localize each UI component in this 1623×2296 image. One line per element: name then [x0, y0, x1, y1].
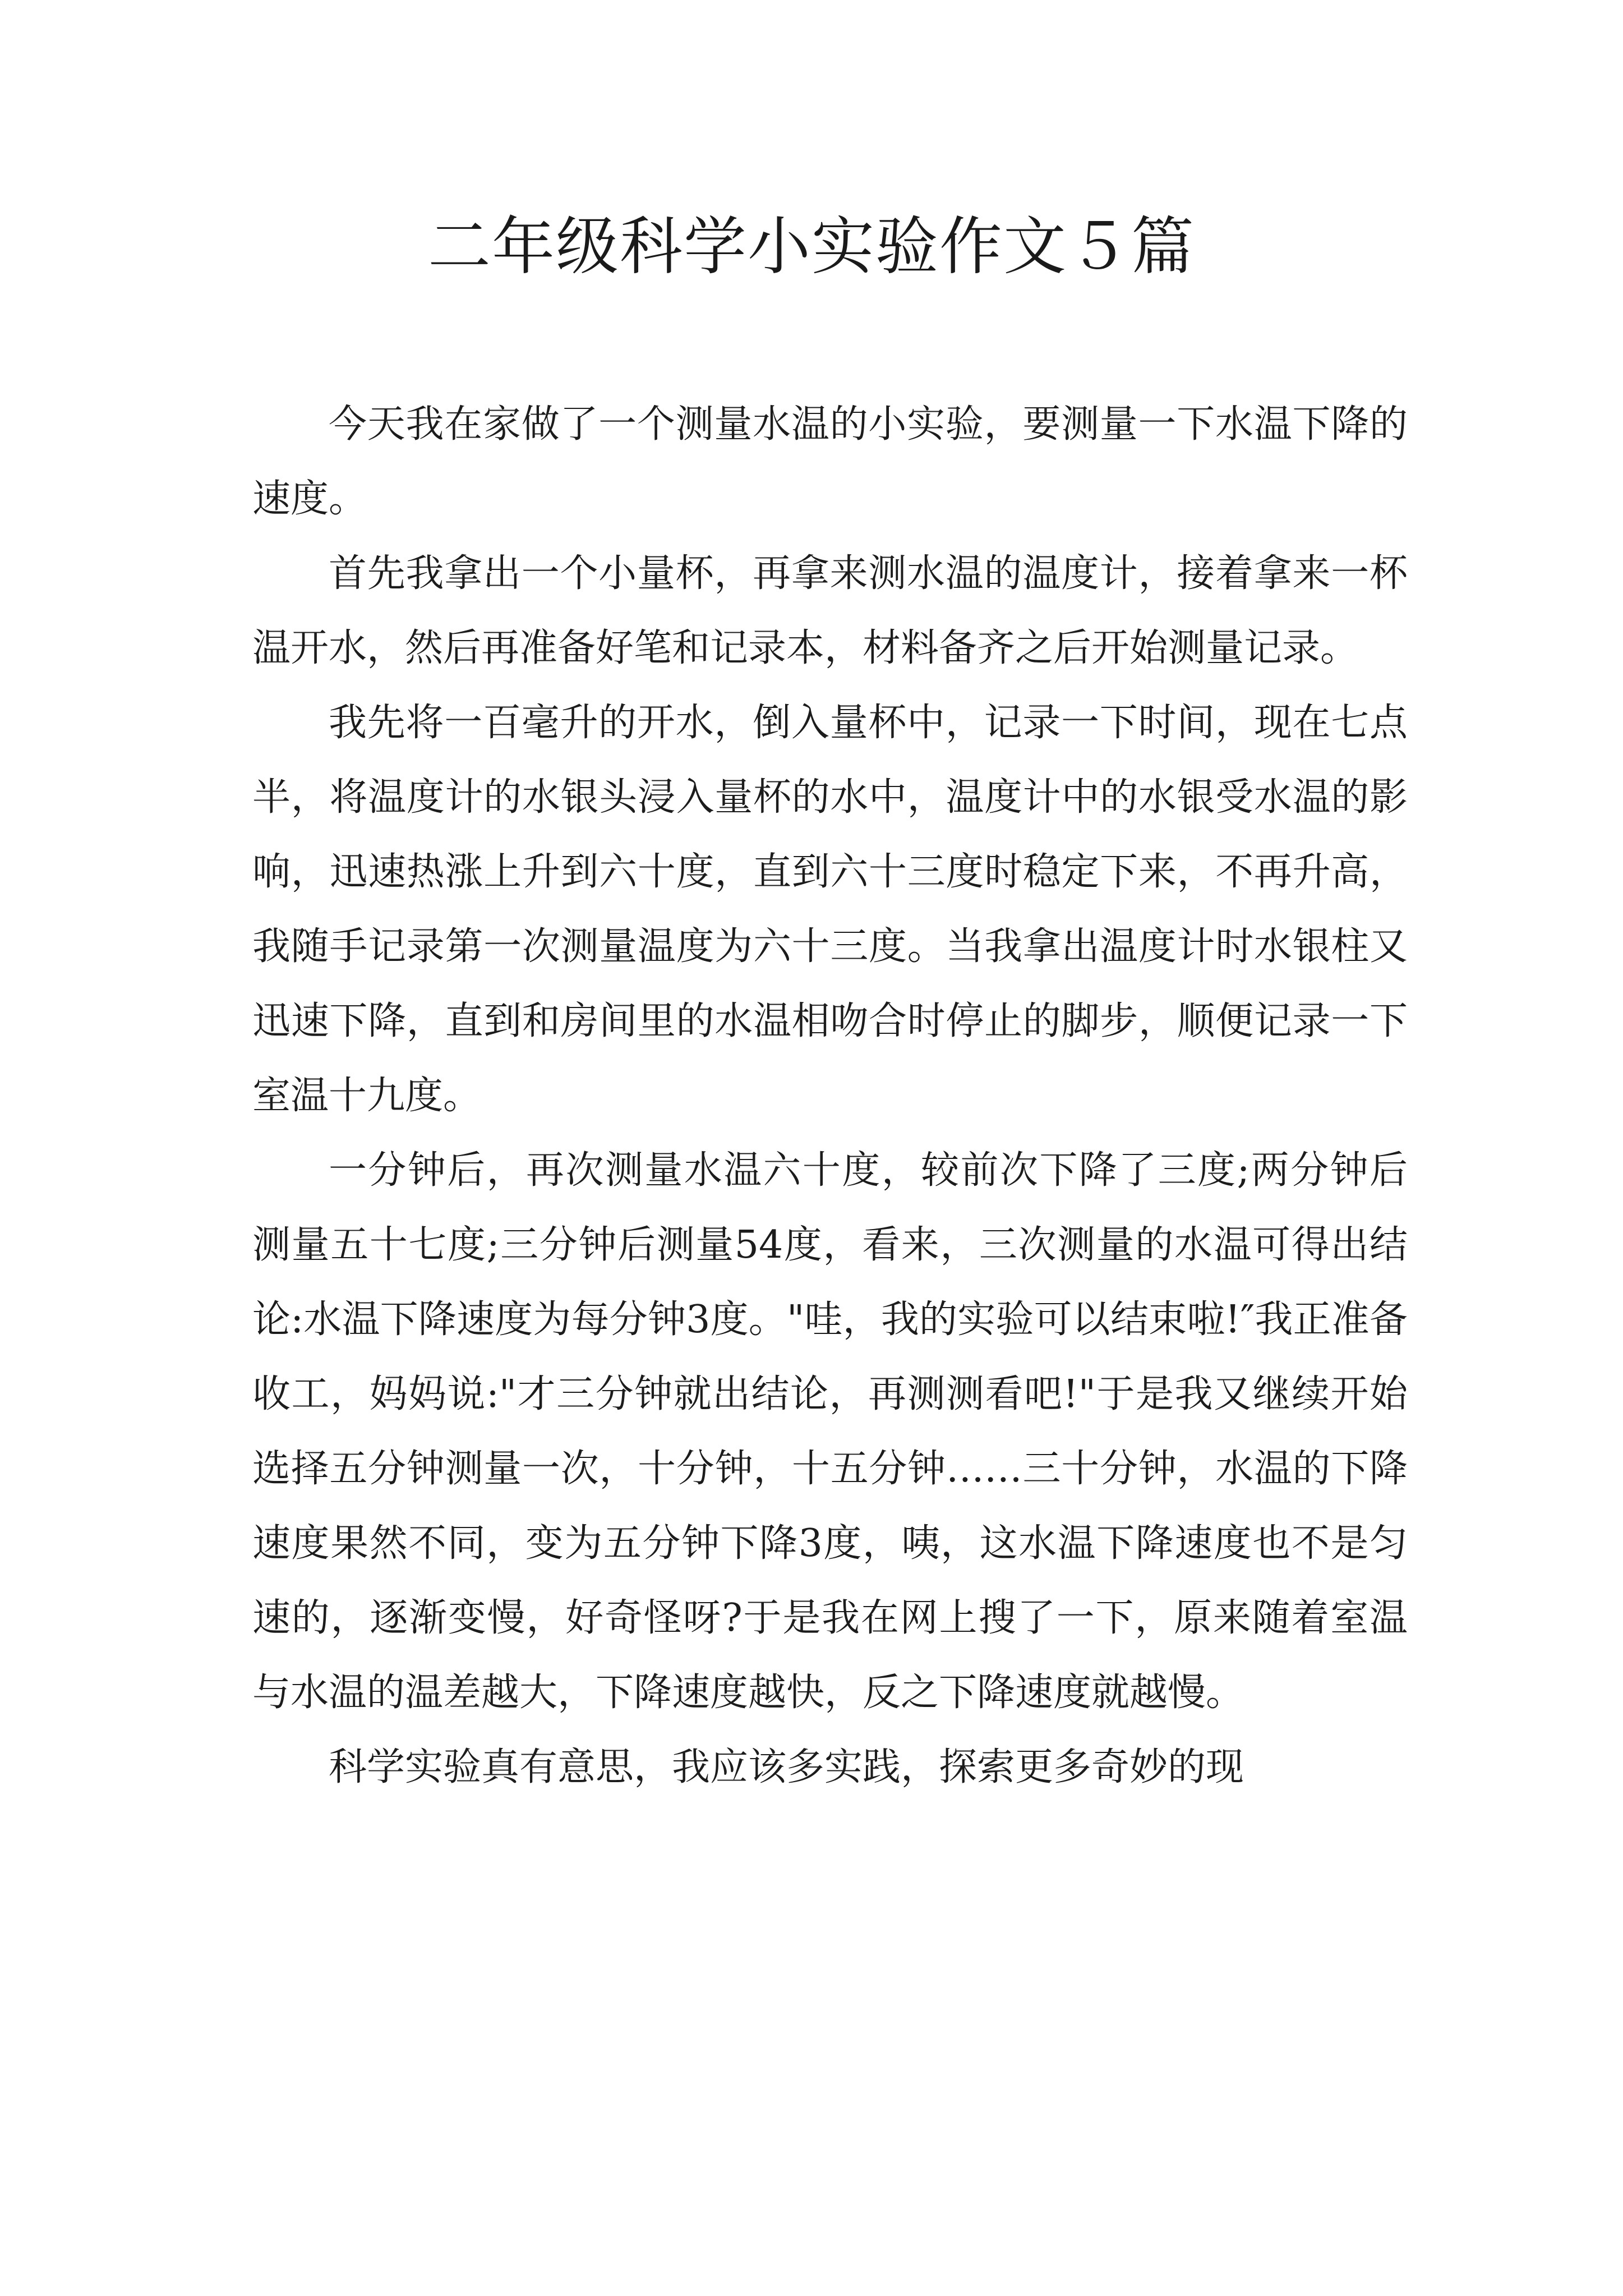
paragraph: 科学实验真有意思，我应该多实践，探索更多奇妙的现	[329, 1745, 1244, 1789]
paragraph: 首先我拿出一个小量杯，再拿来测水温的温度计，接着拿来一杯温开水，然后再准备好笔和记录本，材料备齐之后开始测量记录。	[252, 551, 1408, 670]
document-body	[252, 387, 1408, 1805]
document-title: 二年级科学小实验作文５篇	[428, 210, 1195, 283]
paragraph: 我先将一百毫升的开水，倒入量杯中，记录一下时间，现在七点半，将温度计的水银头浸入量杯的水中，温度计中的水银受水温的影响，迅速热涨上升到六十度，直到六十三度时稳定下来，不再升高，我随手记录第一次测量温度为六十三度。当我拿出温度计时水银柱又迅速下降，直到和房间里的水温相吻合时停止的脚步，顺便记录一下室温十九度。	[252, 701, 1408, 1118]
paragraph: 一分钟后，再次测量水温六十度，较前次下降了三度;两分钟后测量五十七度;三分钟后测量54度，看来，三次测量的水温可得出结论:水温下降速度为每分钟3度。"哇，我的实验可以结束啦!″我正准备收工，妈妈说:"才三分钟就出结论，再测测看吧!"于是我又继续开始选择五分钟测量一次，十分钟，十五分钟……三十分钟，水温的下降速度果然不同，变为五分钟下降3度，咦，这水温下降速度也不是匀速的，逐渐变慢，好奇怪呀?于是我在网上搜了一下，原来随着室温与水温的温差越大，下降速度越快，反之下降速度就越慢。	[252, 1148, 1408, 1715]
paragraph: 今天我在家做了一个测量水温的小实验，要测量一下水温下降的速度。	[252, 402, 1408, 521]
